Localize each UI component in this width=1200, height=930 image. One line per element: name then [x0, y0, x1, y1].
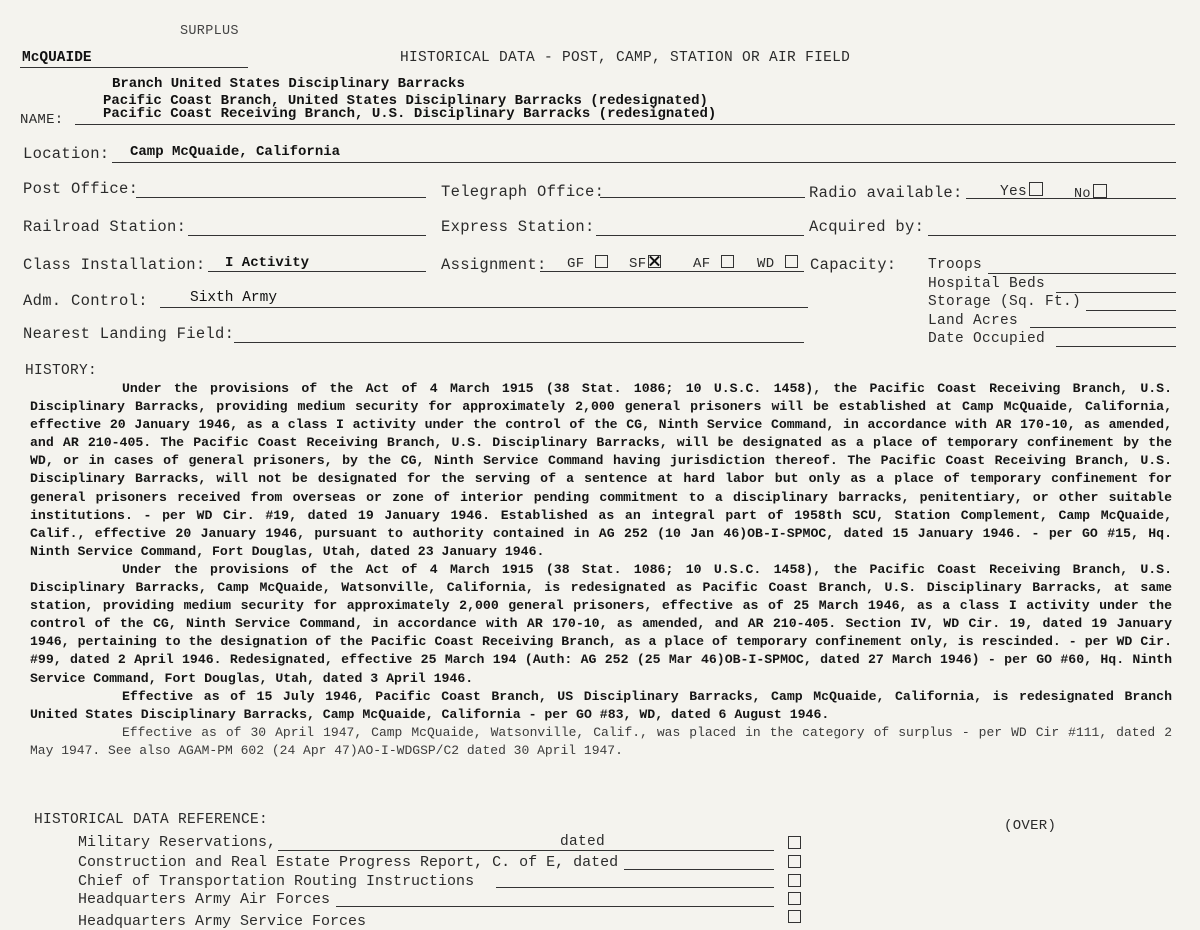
- form-title: HISTORICAL DATA - POST, CAMP, STATION OR AIR FIELD: [400, 50, 851, 66]
- reference-row-construction-line: [624, 869, 774, 870]
- reference-row-transportation: Chief of Transportation Routing Instructions: [78, 873, 475, 890]
- capacity-acres-label: Land Acres: [928, 313, 1019, 329]
- class-label: Class Installation:: [23, 256, 206, 274]
- name-line-2: Pacific Coast Branch, United States Disciplinary Barracks (redesignated): [103, 93, 708, 109]
- name-line-3: Pacific Coast Receiving Branch, U.S. Disciplinary Barracks (redesignated): [103, 106, 717, 122]
- location-underline: [112, 162, 1176, 163]
- capacity-storage-label: Storage (Sq. Ft.): [928, 294, 1082, 310]
- express-label: Express Station:: [441, 218, 595, 236]
- assignment-sf[interactable]: [629, 255, 661, 272]
- reference-row-air-forces: Headquarters Army Air Forces: [78, 891, 331, 908]
- assignment-gf-label: GF: [567, 256, 585, 272]
- capacity-acres-field[interactable]: [1030, 327, 1176, 328]
- adm-label: Adm. Control:: [23, 292, 148, 310]
- reference-row-military: Military Reservations,: [78, 834, 277, 851]
- history-paragraph-3: Effective as of 15 July 1946, Pacific Coast Branch, US Disciplinary Barracks, Camp McQuaide, California, is redesignated Branch United States Disciplinary Barracks, Camp McQuaide, California - per GO #83, WD, dated 6 August 1946.: [30, 688, 1172, 722]
- reference-row-military-line: [278, 850, 774, 851]
- telegraph-field[interactable]: [600, 197, 805, 198]
- reference-label: HISTORICAL DATA REFERENCE:: [34, 812, 269, 828]
- radio-label: Radio available:: [809, 184, 963, 202]
- radio-underline: [966, 198, 1176, 199]
- assignment-af-checkbox[interactable]: [721, 255, 734, 268]
- class-value[interactable]: I Activity: [225, 255, 310, 271]
- post-name-underline: [20, 67, 248, 68]
- class-underline: [208, 271, 426, 272]
- assignment-wd-checkbox[interactable]: [785, 255, 798, 268]
- landing-label: Nearest Landing Field:: [23, 325, 235, 343]
- adm-value[interactable]: Sixth Army: [190, 290, 278, 306]
- landing-field[interactable]: [234, 342, 804, 343]
- post-office-label: Post Office:: [23, 180, 139, 198]
- capacity-label: Capacity:: [810, 256, 897, 274]
- assignment-wd-label: WD: [757, 256, 775, 272]
- reference-row-construction: Construction and Real Estate Progress Report, C. of E, dated: [78, 854, 619, 871]
- radio-yes-option[interactable]: [1000, 182, 1043, 200]
- over-label: (OVER): [1004, 818, 1057, 834]
- railroad-label: Railroad Station:: [23, 218, 187, 236]
- history-paragraph-2: Under the provisions of the Act of 4 March 1915 (38 Stat. 1086; 10 U.S.C. 1458), the Pacific Coast Receiving Branch, U.S. Disciplinary Barracks, Camp McQuaide, Watsonville, California, is redesignated as Pacific Coast Branch, U.S. Disciplinary Barracks, at same station, providing medium security for approximately 2,000 general prisoners, effective as of 25 March 1946, as a class I activity under the control of the CG, Ninth Service Command, in accordance with AR 170-10, as amended, and AR 210-405. Section IV, WD Cir. 19, dated 19 January 1946, pertaining to the designation of the Pacific Coast Receiving Branch, as a place of temporary confinement only, is rescinded. - per WD Cir. #99, dated 2 April 1946. Redesignated, effective 25 March 194 (Auth: AG 252 (25 Mar 46)OB-I-SPMOC, dated 27 March 1946) - per GO #60, Hq. Ninth Service Command, Fort Douglas, Utah, dated 3 April 1946.: [30, 561, 1172, 686]
- assignment-sf-checkbox-checked[interactable]: [648, 255, 661, 268]
- capacity-troops-field[interactable]: [988, 273, 1176, 274]
- radio-yes-checkbox[interactable]: [1029, 182, 1043, 196]
- radio-no-option[interactable]: [1074, 184, 1107, 202]
- acquired-label: Acquired by:: [809, 218, 925, 236]
- history-label: HISTORY:: [25, 363, 98, 379]
- railroad-field[interactable]: [188, 235, 426, 236]
- name-line-1: Branch United States Disciplinary Barracks: [112, 76, 465, 92]
- post-name: McQUAIDE: [22, 50, 92, 66]
- capacity-storage-field[interactable]: [1086, 310, 1176, 311]
- assignment-sf-label: SF: [629, 256, 647, 272]
- reference-transportation-checkbox[interactable]: [788, 874, 801, 887]
- assignment-gf[interactable]: [567, 255, 608, 272]
- history-paragraph-4: Effective as of 30 April 1947, Camp McQuaide, Watsonville, Calif., was placed in the category of surplus - per WD Cir #111, dated 2 May 1947. See also AGAM-PM 602 (24 Apr 47)AO-I-WDGSP/C2 dated 30 April 1947.: [30, 724, 1172, 758]
- capacity-troops-label: Troops: [928, 257, 983, 273]
- reference-military-dated: dated: [560, 834, 606, 850]
- history-paragraph-1: Under the provisions of the Act of 4 March 1915 (38 Stat. 1086; 10 U.S.C. 1458), the Pacific Coast Receiving Branch, U.S. Disciplinary Barracks, providing medium security for approximately 2,000 general prisoners will be established at Camp McQuaide, California, effective 20 January 1946, as a class I activity under the control of the CG, Ninth Service Command, in accordance with AR 170-10, as amended, and AR 210-405. The Pacific Coast Receiving Branch, U.S. Disciplinary Barracks, will be designated as a place of temporary confinement by the WD, or in cases of general prisoners, by the CG, Ninth Service Command having jurisdiction thereof. The Pacific Coast Receiving Branch, U.S. Disciplinary Barracks, will not be designated for the serving of a sentence at hard labor but only as a place of temporary confinement for general prisoners received from overseas or zone of interior pending commitment to a disciplinary barracks, penitentiary, or other suitable institutions. - per WD Cir. #19, dated 19 January 1946. Established as an integral part of 1958th SCU, Station Complement, Camp McQuaide, Calif., effective 20 January 1946, pursuant to authority contained in AG 252 (10 Jan 46)OB-I-SPMOC, dated 15 January 1946. - per GO #15, Hq. Ninth Service Command, Fort Douglas, Utah, dated 23 January 1946.: [30, 381, 1172, 559]
- assignment-af-label: AF: [693, 256, 711, 272]
- acquired-field[interactable]: [928, 235, 1176, 236]
- radio-yes-label: Yes: [1000, 184, 1028, 200]
- capacity-date-field[interactable]: [1056, 346, 1176, 347]
- telegraph-label: Telegraph Office:: [441, 183, 605, 201]
- history-body: [30, 380, 1172, 760]
- reference-military-checkbox[interactable]: [788, 836, 801, 849]
- assignment-label: Assignment:: [441, 256, 547, 274]
- reference-construction-checkbox[interactable]: [788, 855, 801, 868]
- assignment-wd[interactable]: [757, 255, 798, 272]
- express-field[interactable]: [596, 235, 804, 236]
- name-underline: [75, 124, 1175, 125]
- adm-underline: [160, 307, 808, 308]
- capacity-beds-label: Hospital Beds: [928, 276, 1046, 292]
- capacity-beds-field[interactable]: [1056, 292, 1176, 293]
- radio-no-checkbox[interactable]: [1093, 184, 1107, 198]
- reference-service-forces-checkbox[interactable]: [788, 910, 801, 923]
- assignment-af[interactable]: [693, 255, 734, 272]
- name-label: NAME:: [20, 112, 64, 128]
- reference-row-air-forces-line: [336, 906, 774, 907]
- reference-air-forces-checkbox[interactable]: [788, 892, 801, 905]
- assignment-gf-checkbox[interactable]: [595, 255, 608, 268]
- location-value[interactable]: Camp McQuaide, California: [130, 144, 341, 160]
- surplus-stamp: SURPLUS: [180, 24, 239, 39]
- reference-row-service-forces: Headquarters Army Service Forces: [78, 913, 367, 930]
- location-label: Location:: [23, 145, 110, 163]
- radio-no-label: No: [1074, 187, 1091, 202]
- post-office-field[interactable]: [136, 197, 426, 198]
- capacity-date-label: Date Occupied: [928, 331, 1046, 347]
- reference-row-transportation-line: [496, 887, 774, 888]
